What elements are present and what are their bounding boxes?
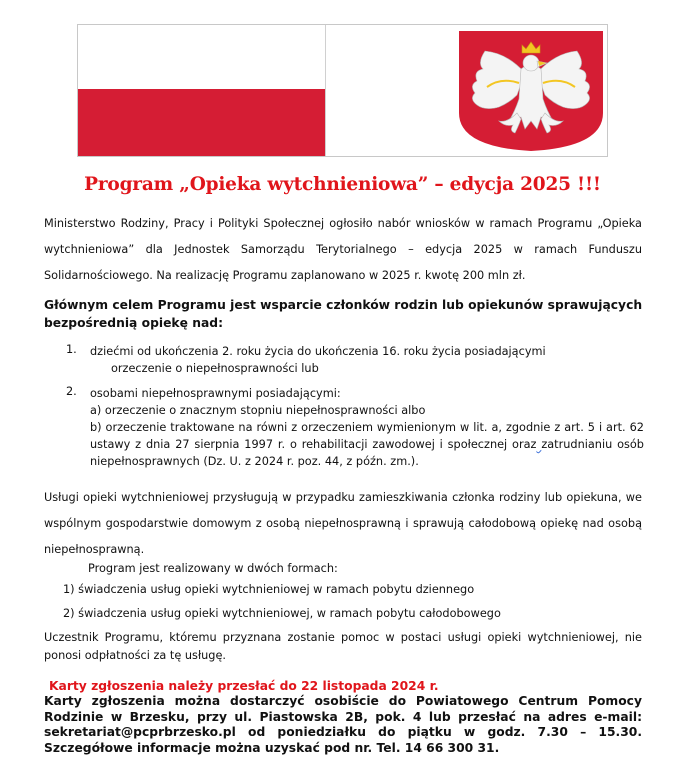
intro-paragraph: Ministerstwo Rodziny, Pracy i Polityki Społecznej ogłosiło nabór wniosków w ramach Programu „Opieka wytchnieniowa” dla Jednostek Samorządu Terytorialnego – edycja 2025 w ramach Funduszu Solidarnościowego. Na realizację Programu zaplanowano w 2025 r. kwotę 200 mln zł. [44, 217, 642, 282]
sub-item-a: a) orzeczenie o znacznym stopniu niepełnosprawności albo [90, 404, 426, 417]
list-number: 2. [66, 385, 77, 398]
goal-heading: Głównym celem Programu jest wsparcie członków rodzin lub opiekunów sprawujących bezpośrednią opiekę nad: [44, 298, 643, 330]
list-item-text: orzeczenie o niepełnosprawności lub [111, 362, 319, 375]
list-item-text: dziećmi od ukończenia 2. roku życia do ukończenia 16. roku życia posiadającymi [90, 345, 546, 358]
polish-white-eagle-emblem-icon [455, 29, 607, 153]
list-item-text: osobami niepełnosprawnymi posiadającymi: [90, 387, 341, 400]
forms-intro: Program jest realizowany w dwóch formach: [88, 562, 338, 575]
sub-item-b-text-cont: zatrudnianiu osób niepełnosprawnych (Dz. U. z 2024 r. poz. 44, z późn. zm.). [90, 438, 644, 468]
deadline-notice: Karty zgłoszenia należy przesłać do 22 listopada 2024 r. [49, 679, 439, 693]
services-paragraph: Usługi opieki wytchnieniowej przysługują w przypadku zamieszkiwania członka rodziny lub opiekuna, we wspólnym gospodarstwie domowym z osobą niepełnosprawną i sprawują całodobową opiekę nad osobą niepełnosprawną. [44, 491, 642, 556]
form-item: 1) świadczenia usług opieki wytchnieniowej w ramach pobytu dziennego [63, 583, 475, 596]
header-banner [77, 24, 608, 157]
contact-info: Karty zgłoszenia można dostarczyć osobiście do Powiatowego Centrum Pomocy Rodzinie w Brzesku, przy ul. Piastowska 2B, pok. 4 lub przesłać na adres e-mail: sekretariat@pcprbrzesko.pl od poniedziałku do piątku w godz. 7.30 – 15.30. Szczegółowe informacje można uzyskać pod nr. Tel. 14 66 300 31. [44, 694, 642, 755]
form-item: 2) świadczenia usług opieki wytchnieniowej, w ramach pobytu całodobowego [63, 607, 501, 620]
sub-item-b-text: b) orzeczenie traktowane na równi z orzeczeniem wymienionym w lit. a, zgodnie z art. 5 i art. 62 ustawy z dnia 27 sierpnia 1997 r. o rehabilitacji zawodowej i społecznej oraz [90, 421, 644, 451]
sub-item-b [90, 419, 644, 470]
page-title: Program „Opieka wytchnieniowa” – edycja 2025 !!! [84, 174, 601, 195]
flag-white-stripe [78, 25, 325, 89]
list-number: 1. [66, 343, 77, 356]
participant-paragraph: Uczestnik Programu, któremu przyznana zostanie pomoc w postaci usługi opieki wytchnieniowej, nie ponosi odpłatności za tę usługę. [44, 631, 642, 662]
flag-red-stripe [78, 89, 325, 156]
polish-flag [78, 25, 326, 156]
